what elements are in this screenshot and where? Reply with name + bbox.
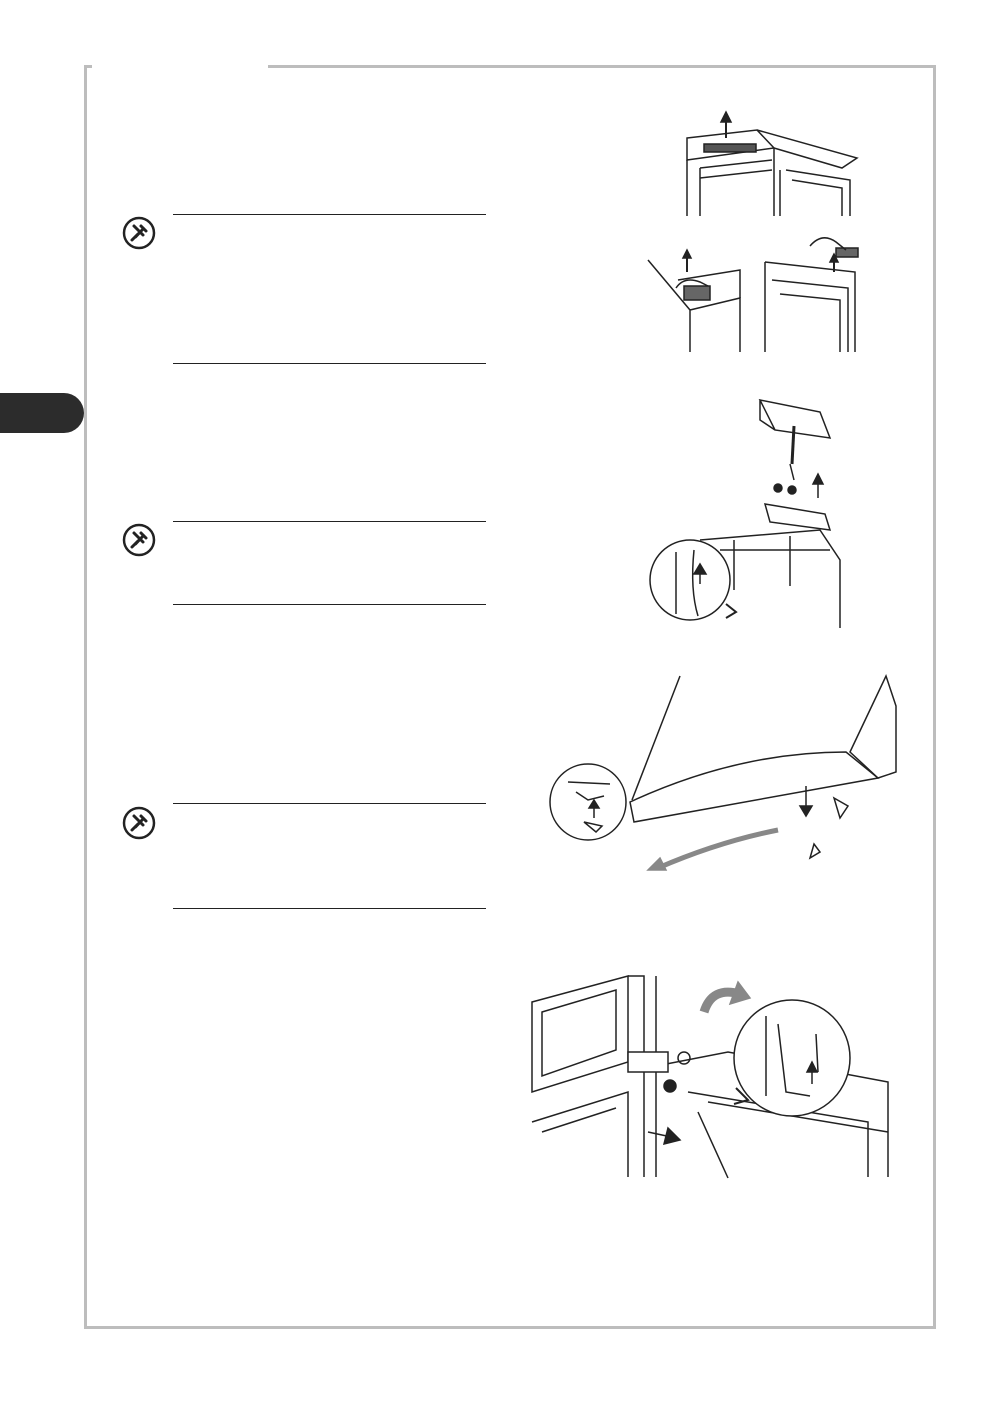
note-bottom-rule (173, 604, 486, 605)
pushpin-icon (122, 216, 156, 250)
note-top-rule (173, 214, 486, 215)
remove-top-cover-illustration (682, 108, 862, 218)
unscrew-top-hinge-illustration (640, 390, 845, 635)
note-top-rule (173, 521, 486, 522)
frame-header-gap (92, 60, 268, 72)
pushpin-icon (122, 806, 156, 840)
remove-lower-door-illustration (548, 672, 908, 877)
remove-middle-hinge-illustration (528, 972, 898, 1182)
pushpin-icon (122, 523, 156, 557)
language-section-tab (0, 393, 84, 433)
note-bottom-rule (173, 363, 486, 364)
note-top-rule (173, 803, 486, 804)
remove-hinge-covers-illustration (640, 228, 865, 353)
note-bottom-rule (173, 908, 486, 909)
